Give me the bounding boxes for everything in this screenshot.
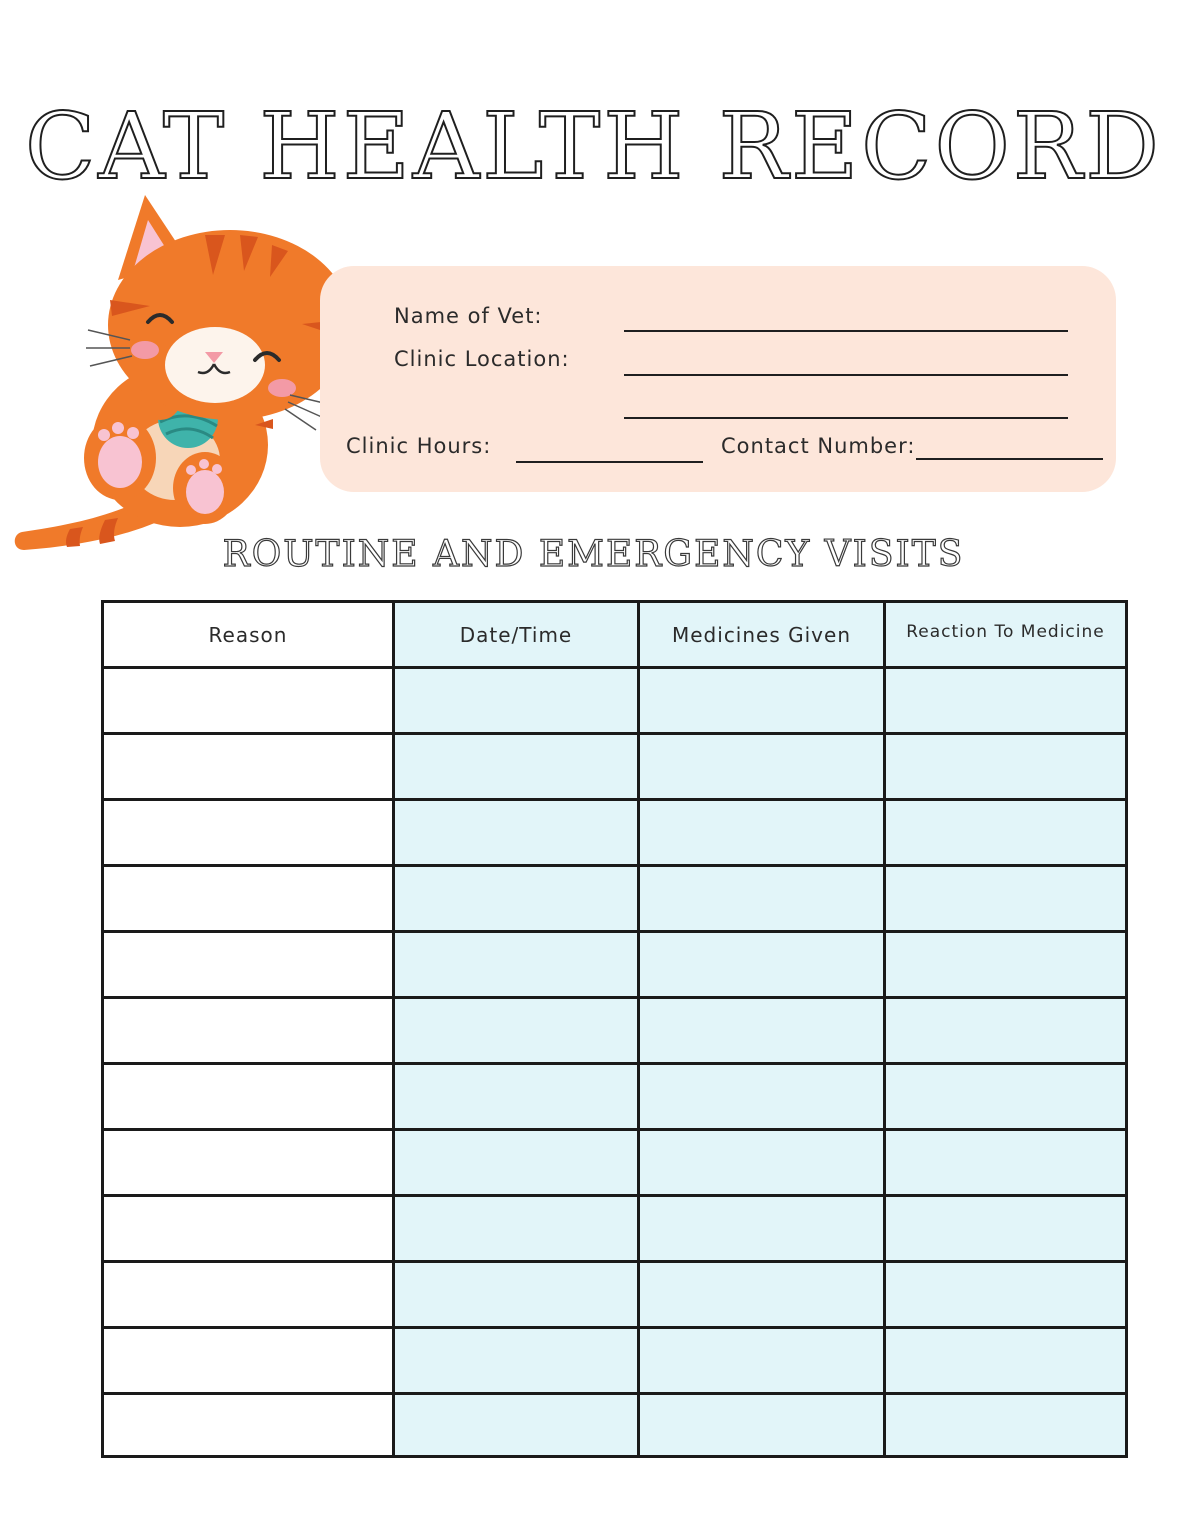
column-header-medicines-given: Medicines Given [640,603,886,669]
table-cell-reason[interactable] [104,1197,395,1263]
visits-heading: ROUTINE AND EMERGENCY VISITS [222,534,965,575]
table-cell-date-time[interactable] [395,1263,640,1329]
vet-name-label: Name of Vet: [394,304,543,328]
clinic-hours-line[interactable] [516,461,703,463]
table-cell-reason[interactable] [104,1065,395,1131]
table-cell-reason[interactable] [104,999,395,1065]
table-cell-reaction-to-medicine[interactable] [886,1131,1125,1197]
table-cell-reaction-to-medicine[interactable] [886,1395,1125,1458]
table-cell-medicines-given[interactable] [640,1065,886,1131]
table-cell-reason[interactable] [104,1329,395,1395]
table-cell-date-time[interactable] [395,999,640,1065]
table-cell-date-time[interactable] [395,1065,640,1131]
table-cell-medicines-given[interactable] [640,1263,886,1329]
table-cell-reaction-to-medicine[interactable] [886,1065,1125,1131]
table-cell-medicines-given[interactable] [640,735,886,801]
table-cell-reaction-to-medicine[interactable] [886,867,1125,933]
table-cell-reaction-to-medicine[interactable] [886,735,1125,801]
table-cell-date-time[interactable] [395,669,640,735]
table-cell-medicines-given[interactable] [640,1131,886,1197]
table-cell-reaction-to-medicine[interactable] [886,1329,1125,1395]
column-header-reaction-to-medicine: Reaction To Medicine [886,603,1125,669]
table-cell-date-time[interactable] [395,1395,640,1458]
table-cell-reason[interactable] [104,933,395,999]
table-cell-reaction-to-medicine[interactable] [886,933,1125,999]
table-cell-medicines-given[interactable] [640,933,886,999]
table-cell-reason[interactable] [104,867,395,933]
table-cell-date-time[interactable] [395,1329,640,1395]
table-cell-reaction-to-medicine[interactable] [886,669,1125,735]
contact-number-line[interactable] [916,458,1103,460]
column-header-date-time: Date/Time [395,603,640,669]
table-cell-reason[interactable] [104,801,395,867]
table-cell-reason[interactable] [104,669,395,735]
table-cell-date-time[interactable] [395,933,640,999]
table-cell-reaction-to-medicine[interactable] [886,801,1125,867]
table-cell-medicines-given[interactable] [640,867,886,933]
clinic-location-line-2[interactable] [624,417,1068,419]
column-header-reason: Reason [104,603,395,669]
table-cell-medicines-given[interactable] [640,999,886,1065]
vet-name-line[interactable] [624,330,1068,332]
table-cell-date-time[interactable] [395,1197,640,1263]
table-cell-medicines-given[interactable] [640,669,886,735]
page-title: CAT HEALTH RECORD [25,93,1162,200]
table-cell-reason[interactable] [104,735,395,801]
table-cell-date-time[interactable] [395,867,640,933]
visits-table [101,600,1128,1458]
table-cell-date-time[interactable] [395,1131,640,1197]
table-cell-date-time[interactable] [395,735,640,801]
table-cell-reaction-to-medicine[interactable] [886,1197,1125,1263]
table-cell-medicines-given[interactable] [640,801,886,867]
table-cell-medicines-given[interactable] [640,1197,886,1263]
table-cell-date-time[interactable] [395,801,640,867]
table-cell-medicines-given[interactable] [640,1395,886,1458]
clinic-location-line[interactable] [624,374,1068,376]
table-cell-medicines-given[interactable] [640,1329,886,1395]
contact-number-label: Contact Number: [721,434,916,458]
table-cell-reason[interactable] [104,1395,395,1458]
table-cell-reaction-to-medicine[interactable] [886,1263,1125,1329]
clinic-location-label: Clinic Location: [394,347,570,371]
table-cell-reason[interactable] [104,1131,395,1197]
table-cell-reaction-to-medicine[interactable] [886,999,1125,1065]
table-cell-reason[interactable] [104,1263,395,1329]
clinic-hours-label: Clinic Hours: [346,434,492,458]
